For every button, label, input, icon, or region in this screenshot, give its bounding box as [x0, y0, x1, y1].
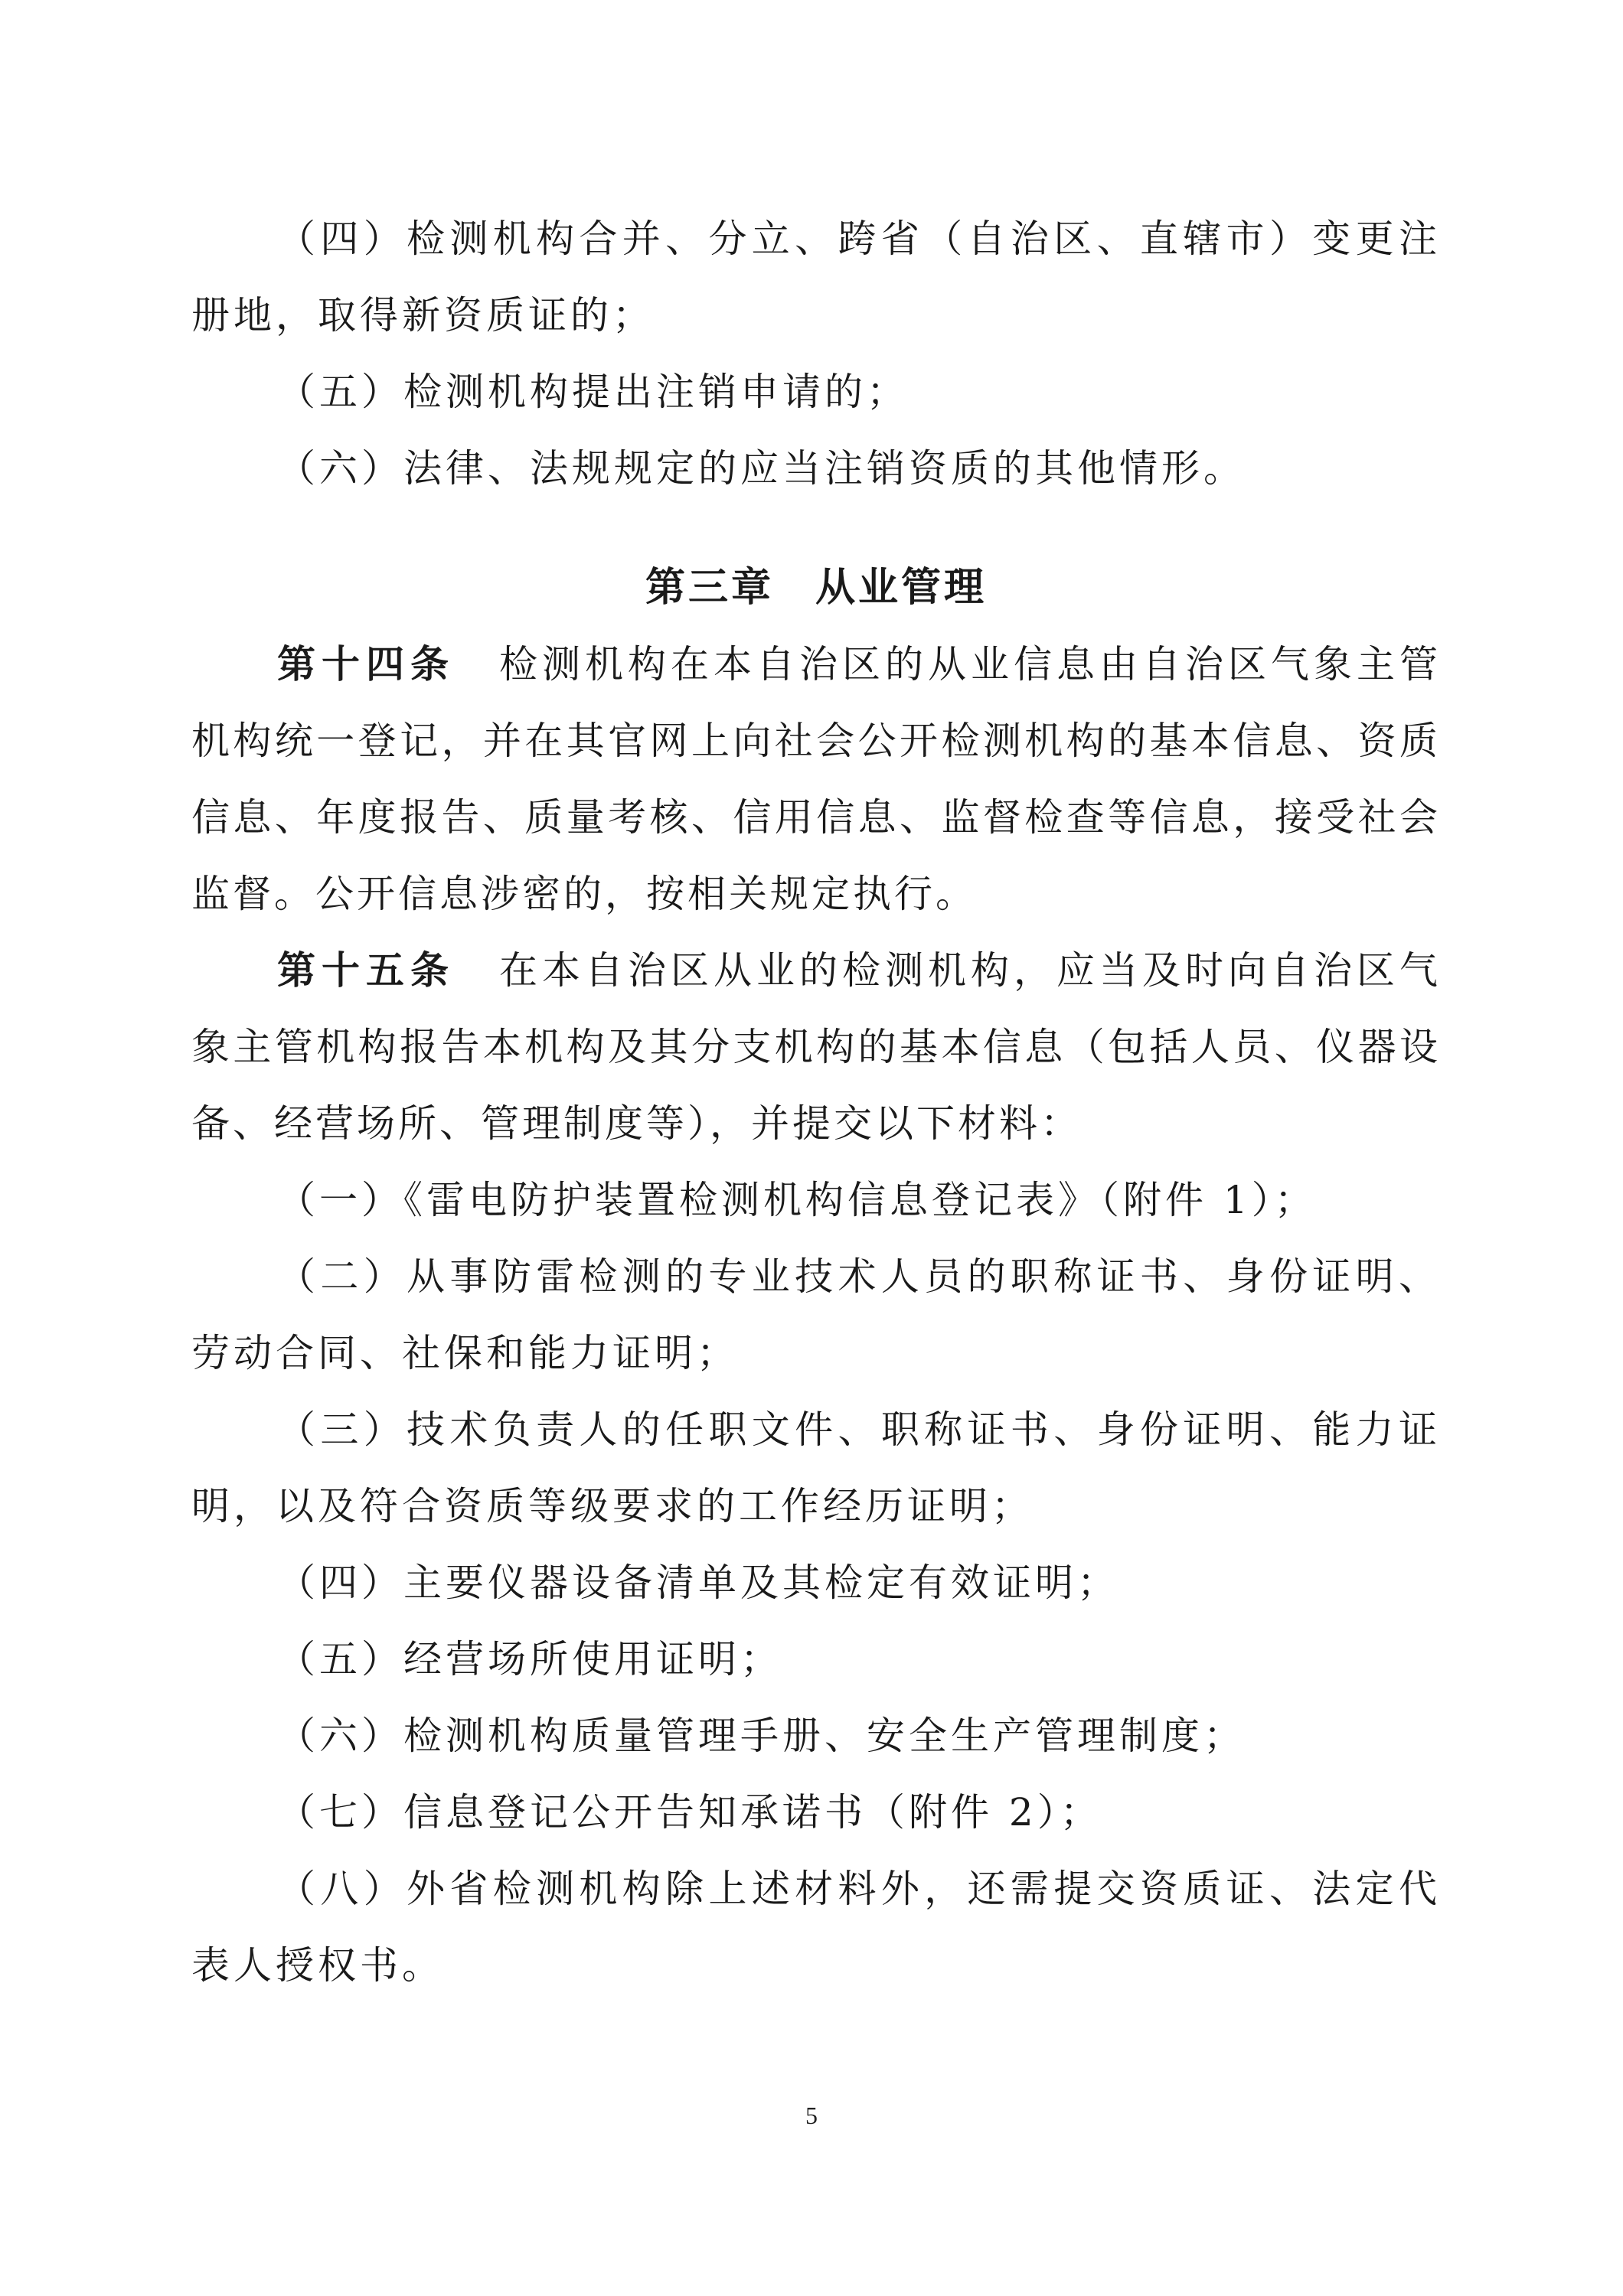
- list-item: （七）信息登记公开告知承诺书（附件 2）；: [277, 1790, 1102, 1835]
- list-item: （四）主要仪器设备清单及其检定有效证明；: [277, 1561, 1119, 1605]
- section-spacer: [191, 507, 1441, 550]
- article-text: 在本自治区从业的检测机构，应当及时向自治区气象主管机构报告本机构及其分支机构的基本信息（包括人员、仪器设备、经营场所、管理制度等），并提交以下材料：: [191, 948, 1441, 1146]
- chapter-heading: [191, 550, 1441, 626]
- article-label: 第十五条: [277, 948, 455, 993]
- list-item: （三）技术负责人的任职文件、职称证书、身份证明、能力证明，以及符合资质等级要求的工作经历证明；: [191, 1407, 1441, 1528]
- list-item: （一）《雷电防护装置检测机构信息登记表》（附件 1）；: [277, 1178, 1317, 1222]
- list-item: （四）检测机构合并、分立、跨省（自治区、直辖市）变更注册地，取得新资质证的；: [191, 217, 1441, 338]
- list-item: （六）法律、法规规定的应当注销资质的其他情形。: [277, 446, 1246, 491]
- page-content: [191, 201, 1441, 2004]
- article-paragraph: [191, 626, 1441, 932]
- article-text: 检测机构在本自治区的从业信息由自治区气象主管机构统一登记，并在其官网上向社会公开检测机构的基本信息、资质信息、年度报告、质量考核、信用信息、监督检查等信息，接受社会监督。公开信息涉密的，按相关规定执行。: [191, 642, 1441, 916]
- chapter-number: 第三章: [645, 565, 774, 611]
- page-number: 5: [805, 2102, 818, 2129]
- article-label: 第十四条: [277, 642, 455, 687]
- list-item: （五）经营场所使用证明；: [277, 1637, 782, 1681]
- list-item: （二）从事防雷检测的专业技术人员的职称证书、身份证明、劳动合同、社保和能力证明；: [191, 1254, 1441, 1375]
- list-item: （八）外省检测机构除上述材料外，还需提交资质证、法定代表人授权书。: [191, 1867, 1441, 1988]
- list-item: （六）检测机构质量管理手册、安全生产管理制度；: [277, 1714, 1246, 1758]
- chapter-title: 从业管理: [815, 565, 988, 611]
- article-paragraph: [191, 932, 1441, 1162]
- list-item: （五）检测机构提出注销申请的；: [277, 370, 909, 414]
